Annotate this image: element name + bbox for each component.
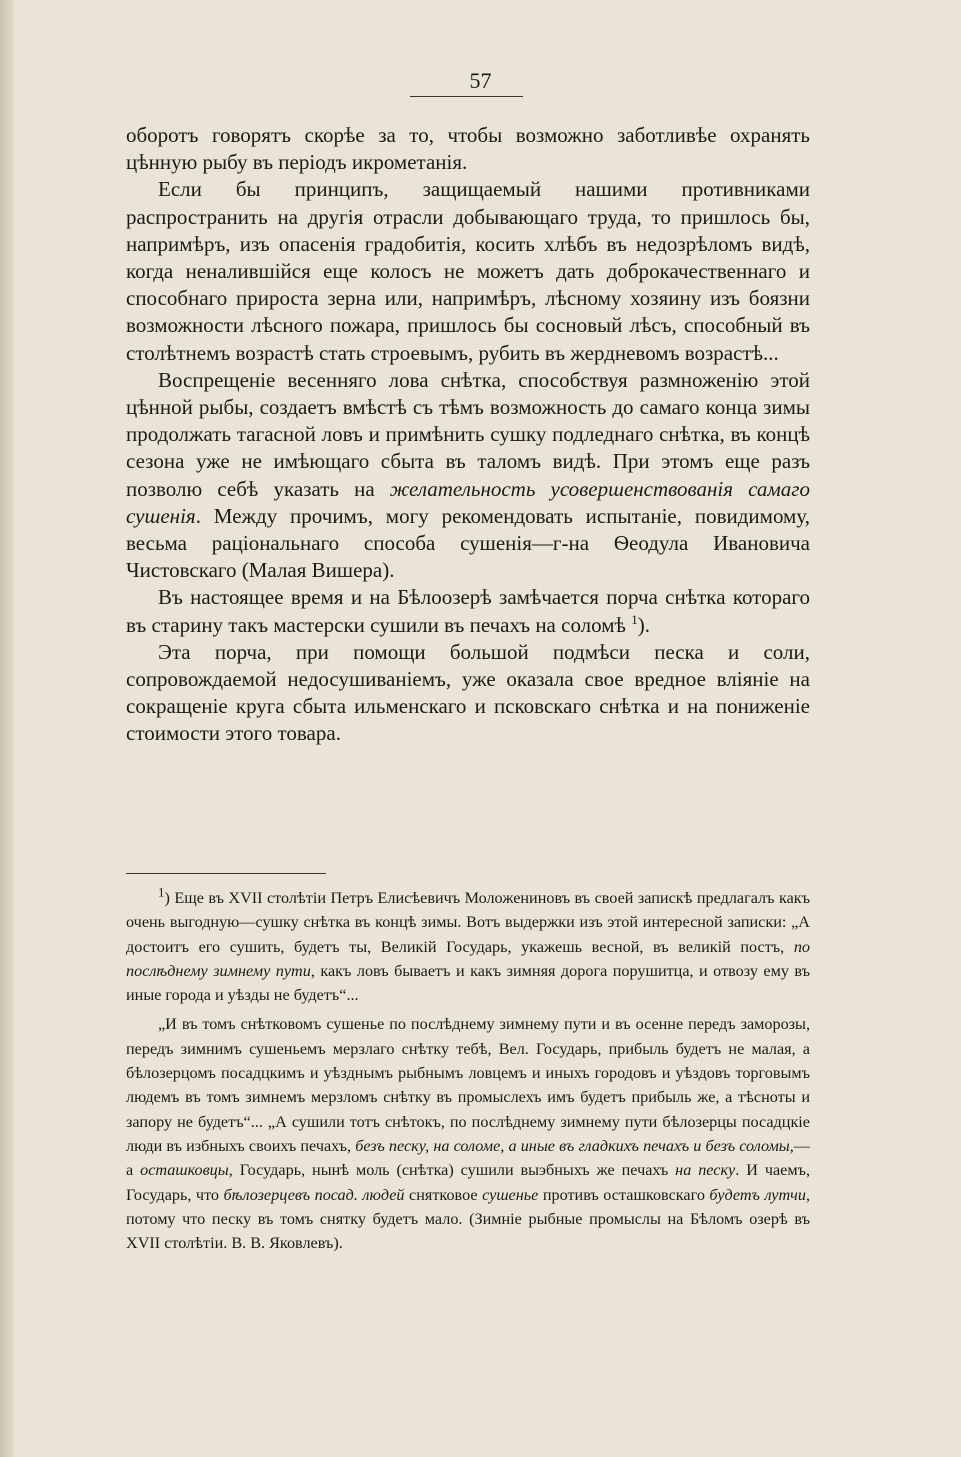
italic-emphasis: сушенье bbox=[482, 1185, 539, 1204]
text-run: Воспрещеніе весенняго лова снѣтка, способствуя размноженію этой цѣнной рыбы, создаетъ вмѣстѣ съ тѣмъ возможность до самаго конца зимы продолжать тагасной ловъ и примѣнить сушку подледнаго снѣтка, въ концѣ сезона уже не имѣющаго сбыта въ таломъ видѣ. При этомъ еще разъ позволю себѣ указать на bbox=[126, 367, 810, 501]
text-run: , какъ ловъ бываетъ и какъ зимняя дорога порушитца, и отвозу ему въ иные города и уѣзды не будетъ“... bbox=[126, 961, 810, 1005]
page-number: 57 bbox=[469, 68, 492, 93]
page-number-rule bbox=[410, 96, 523, 97]
text-run: ). bbox=[637, 612, 650, 637]
paragraph bbox=[126, 367, 810, 585]
italic-emphasis: желательность усовершенствованія самаго сушенія bbox=[126, 476, 810, 528]
paragraph bbox=[126, 639, 810, 748]
footnote-marker: 1 bbox=[631, 611, 638, 627]
footnote-marker: 1 bbox=[158, 884, 165, 900]
text-run: ,—а bbox=[126, 1136, 810, 1180]
italic-emphasis: бѣлозерцевъ посад. людей bbox=[223, 1185, 405, 1204]
footnotes bbox=[126, 886, 810, 1255]
main-text bbox=[126, 122, 810, 748]
footnote-paragraph bbox=[126, 886, 810, 1007]
text-run: . И чаемъ, Государь, что bbox=[126, 1161, 810, 1204]
footnote-paragraph bbox=[126, 1012, 810, 1255]
text-run: снятковое bbox=[404, 1185, 483, 1204]
text-run: , потому что песку въ томъ снятку будетъ мало. (Зимніе рыбные промыслы на Бѣломъ озерѣ въ XVII столѣтіи. В. В. Яковлевъ). bbox=[126, 1185, 811, 1253]
text-run: Въ настоящее время и на Бѣлоозерѣ замѣчается порча снѣтка котораго въ старину такъ мастерски сушили въ печахъ на соломѣ bbox=[126, 585, 810, 637]
text-run: противъ осташковскаго bbox=[538, 1185, 710, 1204]
paragraph bbox=[126, 122, 810, 176]
text-run: . Между прочимъ, могу рекомендовать испытаніе, повидимому, весьма раціональнаго способа сушенія—г-на Ѳеодула Ивановича Чистовскаго (Малая Вишера). bbox=[126, 503, 810, 583]
text-run: „И въ томъ снѣтковомъ сушенье по послѣднему зимнему пути и въ осенне передъ заморозы, передъ зимнимъ сушеньемъ мерзлаго снѣтку тебѣ, Вел. Государь, прибыль будетъ не малая, а бѣлозерцомъ посадцкимъ и уѣзднымъ рыбнымъ ловцемъ и иныхъ городовъ и уѣздовъ торговымъ людемъ въ томъ зимнемъ мерзломъ снѣтку въ промыслехъ имъ будетъ прибыль же, а тѣсноты и запору не будетъ“... „А сушили тотъ снѣтокъ, по послѣднему зимнему пути бѣлозерцы посадцкіе люди въ избныхъ своихъ печахъ, bbox=[126, 1015, 810, 1155]
italic-emphasis: по послѣднему зимнему пути bbox=[126, 937, 810, 980]
text-run: ) Еще въ XVII столѣтіи Петръ Елисѣевичъ Моложениновъ въ своей запискѣ предлагалъ какъ очень выгодную—сушку снѣтка въ концѣ зимы. Вотъ выдержки изъ этой интересной записки: „А достоитъ его сушить, будетъ ты, Великій Государь, укажешь весной, въ великій постъ, bbox=[126, 889, 810, 956]
book-spine-edge bbox=[0, 0, 14, 1457]
italic-emphasis: будетъ лутчи bbox=[709, 1185, 806, 1204]
text-run: Если бы принципъ, защищаемый нашими противниками распространить на другія отрасли добывающаго труда, то пришлось бы, напримѣръ, изъ опасенія градобитія, косить хлѣбъ въ недозрѣломъ видѣ, когда неналившійся еще колосъ не можетъ дать доброкачественнаго и способнаго прироста зерна или, напримѣръ, лѣсному хозяину изъ боязни возможности лѣсного пожара, пришлось бы сосновый лѣсъ, способный въ столѣтнемъ возрастѣ стать строевымъ, рубить въ жердневомъ возрастѣ... bbox=[126, 177, 810, 365]
paragraph bbox=[126, 584, 810, 638]
paragraph bbox=[126, 176, 810, 366]
text-run: Эта порча, при помощи большой подмѣси песка и соли, сопровождаемой недосушиваніемъ, уже оказала свое вредное вліяніе на сокращеніе круга сбыта ильменскаго и псковскаго снѣтка и на пониженіе стоимости этого товара. bbox=[126, 639, 810, 746]
italic-emphasis: осташковцы bbox=[140, 1161, 229, 1180]
text-run: , Государь, нынѣ моль (снѣтка) сушили выэбныхъ же печахъ bbox=[228, 1161, 676, 1180]
italic-emphasis: на песку bbox=[675, 1161, 736, 1180]
italic-emphasis: безъ песку, на соломе, а иные въ гладкихъ печахъ и безъ соломы bbox=[355, 1136, 790, 1155]
text-run: оборотъ говорятъ скорѣе за то, чтобы возможно заботливѣе охранять цѣнную рыбу въ періодъ икрометанія. bbox=[126, 123, 810, 175]
footnote-rule bbox=[126, 873, 326, 874]
